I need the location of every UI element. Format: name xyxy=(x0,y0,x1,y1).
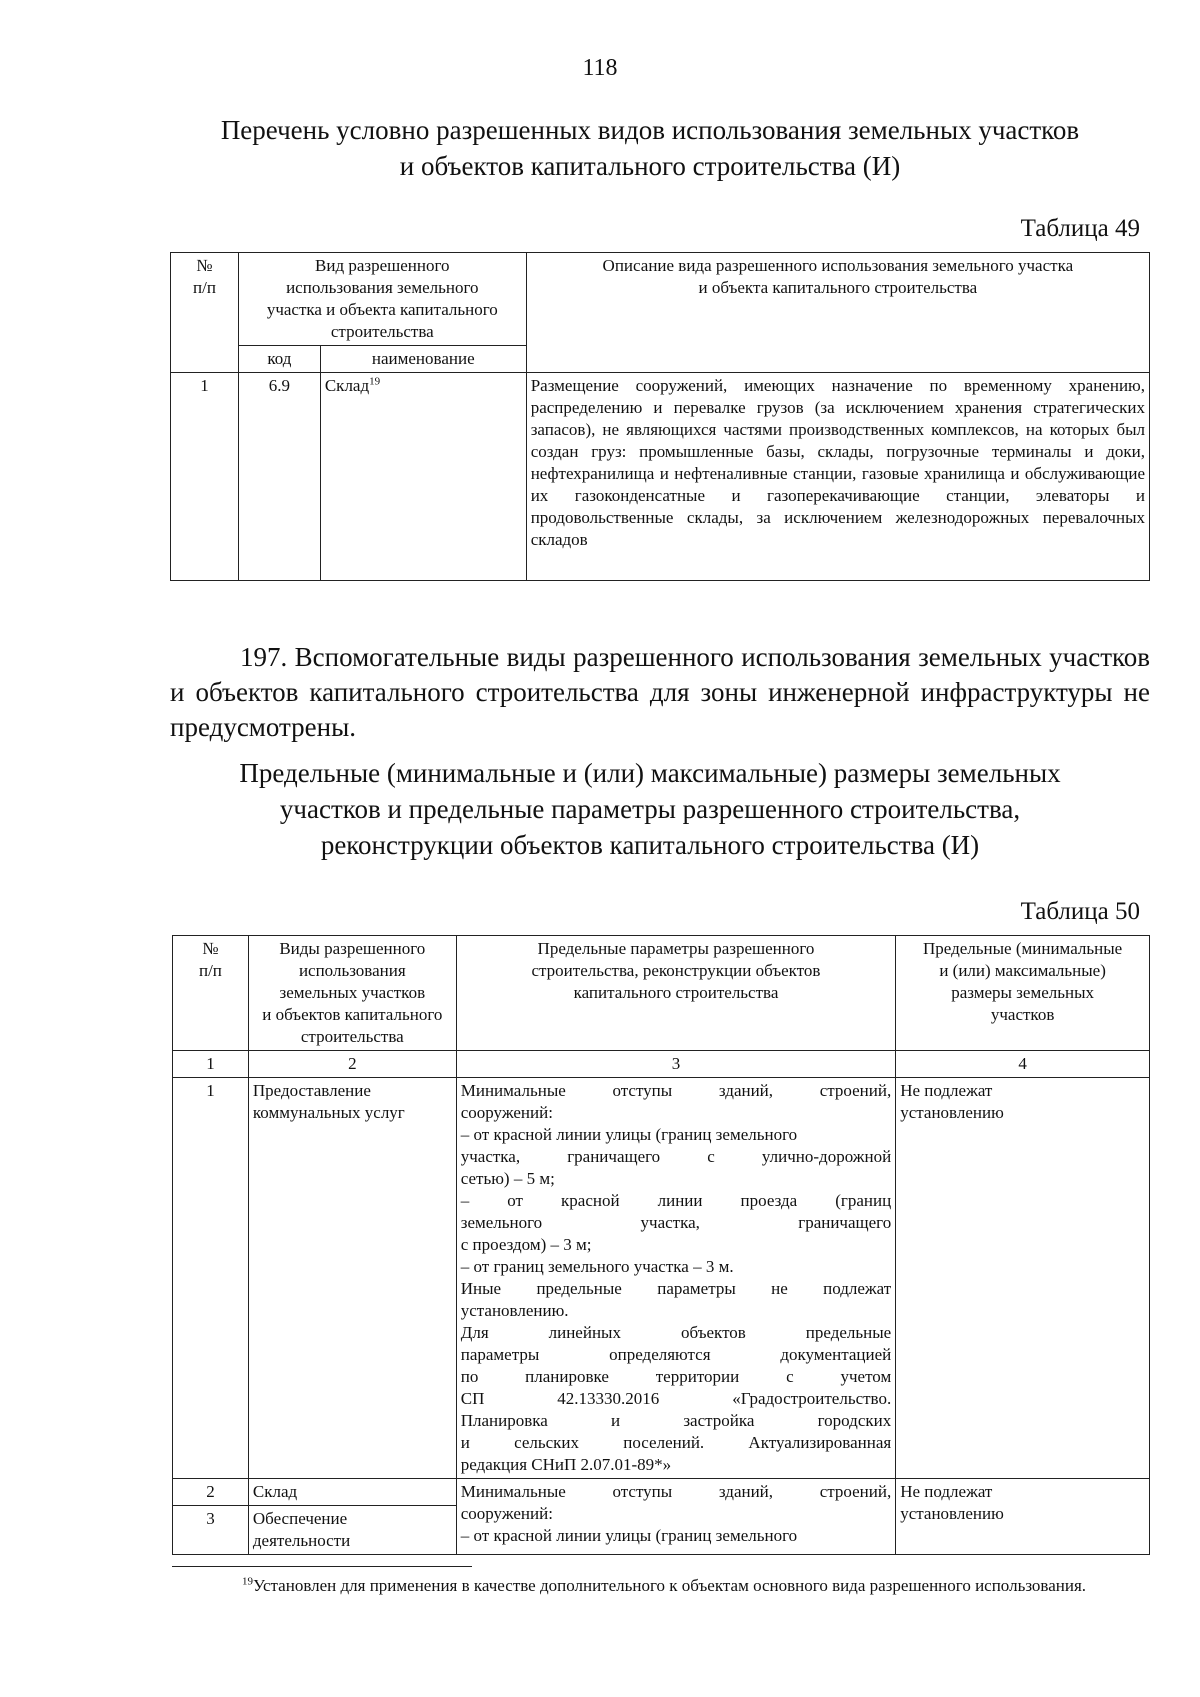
table50-cell-num: 1 xyxy=(173,1078,249,1479)
colnum-4: 4 xyxy=(896,1051,1150,1078)
footnote-ref: 19 xyxy=(369,375,381,388)
table-row xyxy=(173,1078,1150,1479)
table-row xyxy=(171,373,1150,581)
table50-header-row xyxy=(173,936,1150,1051)
table49-heading-line1: Перечень условно разрешенных видов использования земельных участков xyxy=(220,115,1080,145)
table-49 xyxy=(170,252,1150,581)
table50-header-params: Предельные параметры разрешенного строительства, реконструкции объектов капитального строительства xyxy=(456,936,895,1051)
table49-header-code: код xyxy=(238,346,320,373)
page-number: 118 xyxy=(582,55,618,81)
table50-heading: Предельные (минимальные и (или) максимальные) размеры земельных участков и предельные параметры разрешенного строительства, реконструкции объектов капитального строительства (И) xyxy=(239,758,1061,860)
footnote-mark: 19 xyxy=(242,1575,253,1588)
table50-caption: Таблица 50 xyxy=(1020,898,1140,925)
table50-cell-sizes: Не подлежат установлению xyxy=(896,1078,1150,1479)
table49-header-kind: Вид разрешенного использования земельного участка и объекта капитального строительства xyxy=(238,253,526,346)
table50-cell-kind: Обеспечение деятельности xyxy=(248,1506,456,1555)
table49-header-name: наименование xyxy=(320,346,526,373)
table50-cell-kind: Склад xyxy=(248,1479,456,1506)
table50-colnum-row xyxy=(173,1051,1150,1078)
table49-cell-code: 6.9 xyxy=(238,373,320,581)
footnote xyxy=(172,1574,1150,1598)
colnum-2: 2 xyxy=(248,1051,456,1078)
table50-cell-num: 3 xyxy=(173,1506,249,1555)
table50-header-num: № п/п xyxy=(173,936,249,1051)
table50-cell-params: Минимальные отступы зданий, строений, сооружений: – от красной линии улицы (границ земельного участка, граничащего с улично-дорожной сетью) – 5 м; – от красной линии проезда (границ земельного участка, граничащего с проездом) – 3 м; – от границ земельного участка – 3 м. Иные предельные параметры не подлежат установлению. Для линейных объектов предельные параметры определяются документацией по планировке территории с учетом СП 42.13330.2016 «Градостроительство. Планировка и застройка городских и сельских поселений. Актуализированная редакция СНиП 2.07.01-89*» xyxy=(456,1078,895,1479)
footnote-text: Установлен для применения в качестве дополнительного к объектам основного вида разрешенного использования. xyxy=(253,1576,1087,1595)
table50-cell-sizes: Не подлежат установлению xyxy=(896,1479,1150,1555)
table49-cell-num: 1 xyxy=(171,373,239,581)
paragraph-197: 197. Вспомогательные виды разрешенного использования земельных участков и объектов капитального строительства для зоны инженерной инфраструктуры не предусмотрены. xyxy=(170,642,1150,742)
table49-caption: Таблица 49 xyxy=(1020,215,1140,242)
table49-cell-name: Склад$^{19}$ xyxy=(320,373,526,581)
table49-heading xyxy=(170,112,1130,184)
table-row xyxy=(173,1479,1150,1506)
footnote-divider xyxy=(172,1566,472,1567)
table50-header-kinds: Виды разрешенного использования земельных участков и объектов капитального строительства xyxy=(248,936,456,1051)
table49-header-num: № п/п xyxy=(171,253,239,373)
table50-cell-num: 2 xyxy=(173,1479,249,1506)
table49-cell-desc: Размещение сооружений, имеющих назначение по временному хранению, распределению и перевалке грузов (за исключением хранения стратегических запасов), не являющихся частями производственных комплексов, на которых был создан груз: промышленные базы, склады, погрузочные терминалы и доки, нефтехранилища и нефтеналивные станции, газовые хранилища и обслуживающие их газоконденсатные и газоперекачивающие станции, элеваторы и продовольственные склады, за исключением железнодорожных перевалочных складов xyxy=(526,373,1149,581)
table49-header-desc: Описание вида разрешенного использования земельного участка и объекта капитального строительства xyxy=(526,253,1149,373)
table50-cell-kind: Предоставление коммунальных услуг xyxy=(248,1078,456,1479)
table50-cell-params: Минимальные отступы зданий, строений, сооружений: – от красной линии улицы (границ земельного xyxy=(456,1479,895,1555)
table50-header-sizes: Предельные (минимальные и (или) максимальные) размеры земельных участков xyxy=(896,936,1150,1051)
table49-heading-line2: и объектов капитального строительства (И) xyxy=(399,151,901,181)
table-50 xyxy=(172,935,1150,1555)
colnum-3: 3 xyxy=(456,1051,895,1078)
table49-header-row xyxy=(171,253,1150,346)
colnum-1: 1 xyxy=(173,1051,249,1078)
